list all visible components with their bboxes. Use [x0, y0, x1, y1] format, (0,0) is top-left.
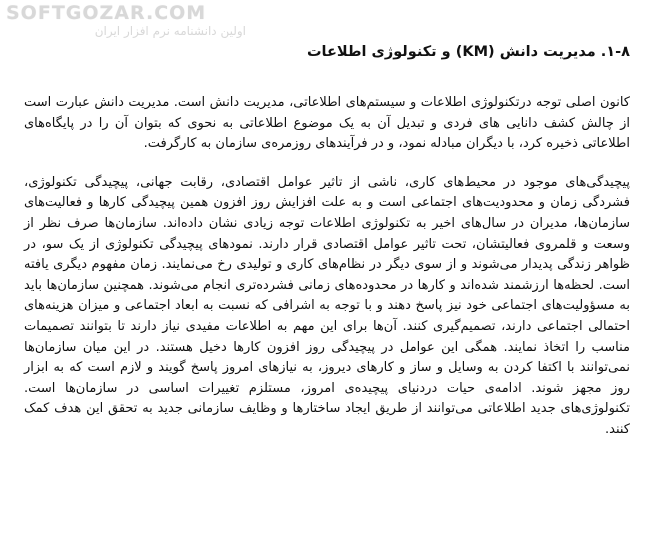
watermark — [6, 4, 246, 37]
watermark-logo: SOFTGOZAR.COM — [6, 2, 207, 24]
section-heading: ۱-۸. مدیریت دانش (KM) و تکنولوژی اطلاعات — [306, 44, 630, 60]
watermark-tagline: اولین دانشنامه نرم افزار ایران — [94, 24, 246, 38]
document-page — [24, 42, 630, 532]
paragraph-intro: کانون اصلی توجه درتکنولوژی اطلاعات و سیستم‌های اطلاعاتی، مدیریت دانش است. مدیریت دانش عبارت است از چالش کشف دانایی های فردی و تبدیل آن به یک موضوع اطلاعاتی به نحوی که بتوان آن را در پایگاه‌های اطلاعاتی ذخیره کرد، با دیگران مبادله نمود، و در فرآیندهای روزمره‌ی سازمان به کارگرفت. — [24, 95, 630, 152]
paragraph-complexity: پیچیدگی‌های موجود در محیط‌های کاری، ناشی از تاثیر عوامل اقتصادی، رقابت جهانی، پیچیدگی تکنولوژی، فشردگی زمان و محدودیت‌های اجتماعی است و به علت افزایش روز افزون همین پیچیدگی کارها و فعالیت‌های سازمان‌ها، مدیران در سال‌های اخیر به تکنولوژی اطلاعات توجه زیادی نشان داده‌اند. سازمان‌ها صرف نظر از وسعت و قلمروی فعالیتشان، تحت تاثیر عوامل اقتصادی قرار دارند. نمودهای پیچیدگی تکنولوژی از یک سو، در ظواهر زندگی پدیدار می‌شوند و از سوی دیگر در نظام‌های کاری و تولیدی رخ می‌نمایند. زمان مفهوم دیگری یافته است. لحظه‌ها ارزشمند شده‌اند و کارها در محدوده‌های زمانی فشرده‌تری انجام می‌شوند. همچنین سازمان‌ها باید به مسؤولیت‌های اجتماعی خود نیز پاسخ دهند و با توجه به اشرافی که نسبت به ابعاد اجتماعی و میزان هزینه‌های احتمالی اجتماعی دارند، تصمیم‌گیری کنند. آن‌ها برای این مهم به اطلاعات مفیدی نیاز دارند تا بتوانند تصمیمات مناسب را اتخاذ نمایند. همگی این عوامل در پیچیدگی روز افزون کارها دخیل هستند. در این میان سازمان‌ها نمی‌توانند با اکتفا کردن به وسایل و ساز و کارهای دیروز، به نیازهای امروز پاسخ گویند و لازم است که به ابزار روز مجهز شوند. ادامه‌ی حیات دردنیای پیچیده‌ی امروز، مستلزم تغییرات اساسی در سازمان‌ها است. تکنولوژی‌های جدید اطلاعاتی می‌توانند از طریق ایجاد ساختارها و وظایف سازمانی جدید به تحقق این هدف کمک کنند. — [24, 174, 630, 437]
